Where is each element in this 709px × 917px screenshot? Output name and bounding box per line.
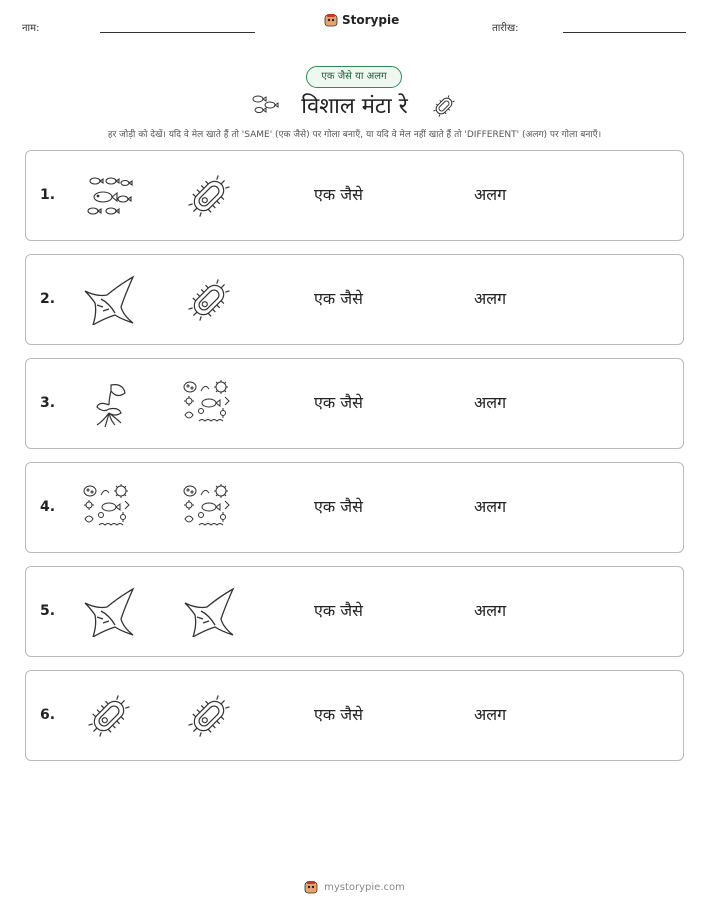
bacterium-icon bbox=[181, 171, 237, 221]
instruction-text: हर जोड़ी को देखें। यदि वे मेल खाते हैं तो 'SAME' (एक जैसे) पर गोला बनाएँ, या यदि वे मेल नहीं खाते हैं तो 'DIFFERENT' (अलग) पर गोला बनाएँ। bbox=[107, 130, 602, 140]
name-label: नाम: bbox=[22, 23, 40, 34]
question-row-5 bbox=[25, 566, 684, 657]
date-label: तारीख: bbox=[492, 23, 519, 34]
option-different[interactable]: अलग bbox=[474, 497, 507, 516]
plankton-collection-icon bbox=[181, 483, 237, 533]
option-same[interactable]: एक जैसे bbox=[314, 705, 363, 724]
bacterium-icon bbox=[181, 275, 237, 325]
bacterium-icon bbox=[430, 92, 458, 120]
question-row-2 bbox=[25, 254, 684, 345]
question-number: 3. bbox=[40, 395, 56, 411]
bacterium-icon bbox=[81, 691, 137, 741]
worksheet-title: विशाल मंटा रे bbox=[301, 94, 408, 119]
worksheet-type-badge: एक जैसे या अलग bbox=[306, 66, 402, 88]
question-row-6 bbox=[25, 670, 684, 761]
option-same[interactable]: एक जैसे bbox=[314, 497, 363, 516]
brand-name: Storypie bbox=[342, 13, 400, 27]
question-number: 5. bbox=[40, 603, 56, 619]
storypie-logo-icon bbox=[324, 13, 338, 27]
manta-ray-icon bbox=[81, 275, 137, 325]
seaweed-plant-icon bbox=[81, 379, 137, 429]
brand bbox=[324, 13, 399, 27]
option-different[interactable]: अलग bbox=[474, 705, 507, 724]
option-different[interactable]: अलग bbox=[474, 393, 507, 412]
question-number: 6. bbox=[40, 707, 56, 723]
footer-website[interactable]: mystorypie.com bbox=[324, 881, 405, 893]
option-different[interactable]: अलग bbox=[474, 601, 507, 620]
question-number: 1. bbox=[40, 187, 56, 203]
question-number: 2. bbox=[40, 291, 56, 307]
name-field[interactable] bbox=[100, 32, 255, 33]
bacterium-icon bbox=[181, 691, 237, 741]
option-different[interactable]: अलग bbox=[474, 289, 507, 308]
footer bbox=[0, 880, 709, 894]
manta-ray-icon bbox=[181, 587, 237, 637]
storypie-logo-icon bbox=[304, 880, 318, 894]
option-different[interactable]: अलग bbox=[474, 185, 507, 204]
option-same[interactable]: एक जैसे bbox=[314, 289, 363, 308]
question-row-1 bbox=[25, 150, 684, 241]
plankton-collection-icon bbox=[81, 483, 137, 533]
question-row-3 bbox=[25, 358, 684, 449]
option-same[interactable]: एक जैसे bbox=[314, 185, 363, 204]
fish-school-icon bbox=[81, 171, 137, 221]
option-same[interactable]: एक जैसे bbox=[314, 601, 363, 620]
question-row-4 bbox=[25, 462, 684, 553]
plankton-collection-icon bbox=[181, 379, 237, 429]
question-number: 4. bbox=[40, 499, 56, 515]
manta-ray-icon bbox=[81, 587, 137, 637]
date-field[interactable] bbox=[563, 32, 686, 33]
option-same[interactable]: एक जैसे bbox=[314, 393, 363, 412]
